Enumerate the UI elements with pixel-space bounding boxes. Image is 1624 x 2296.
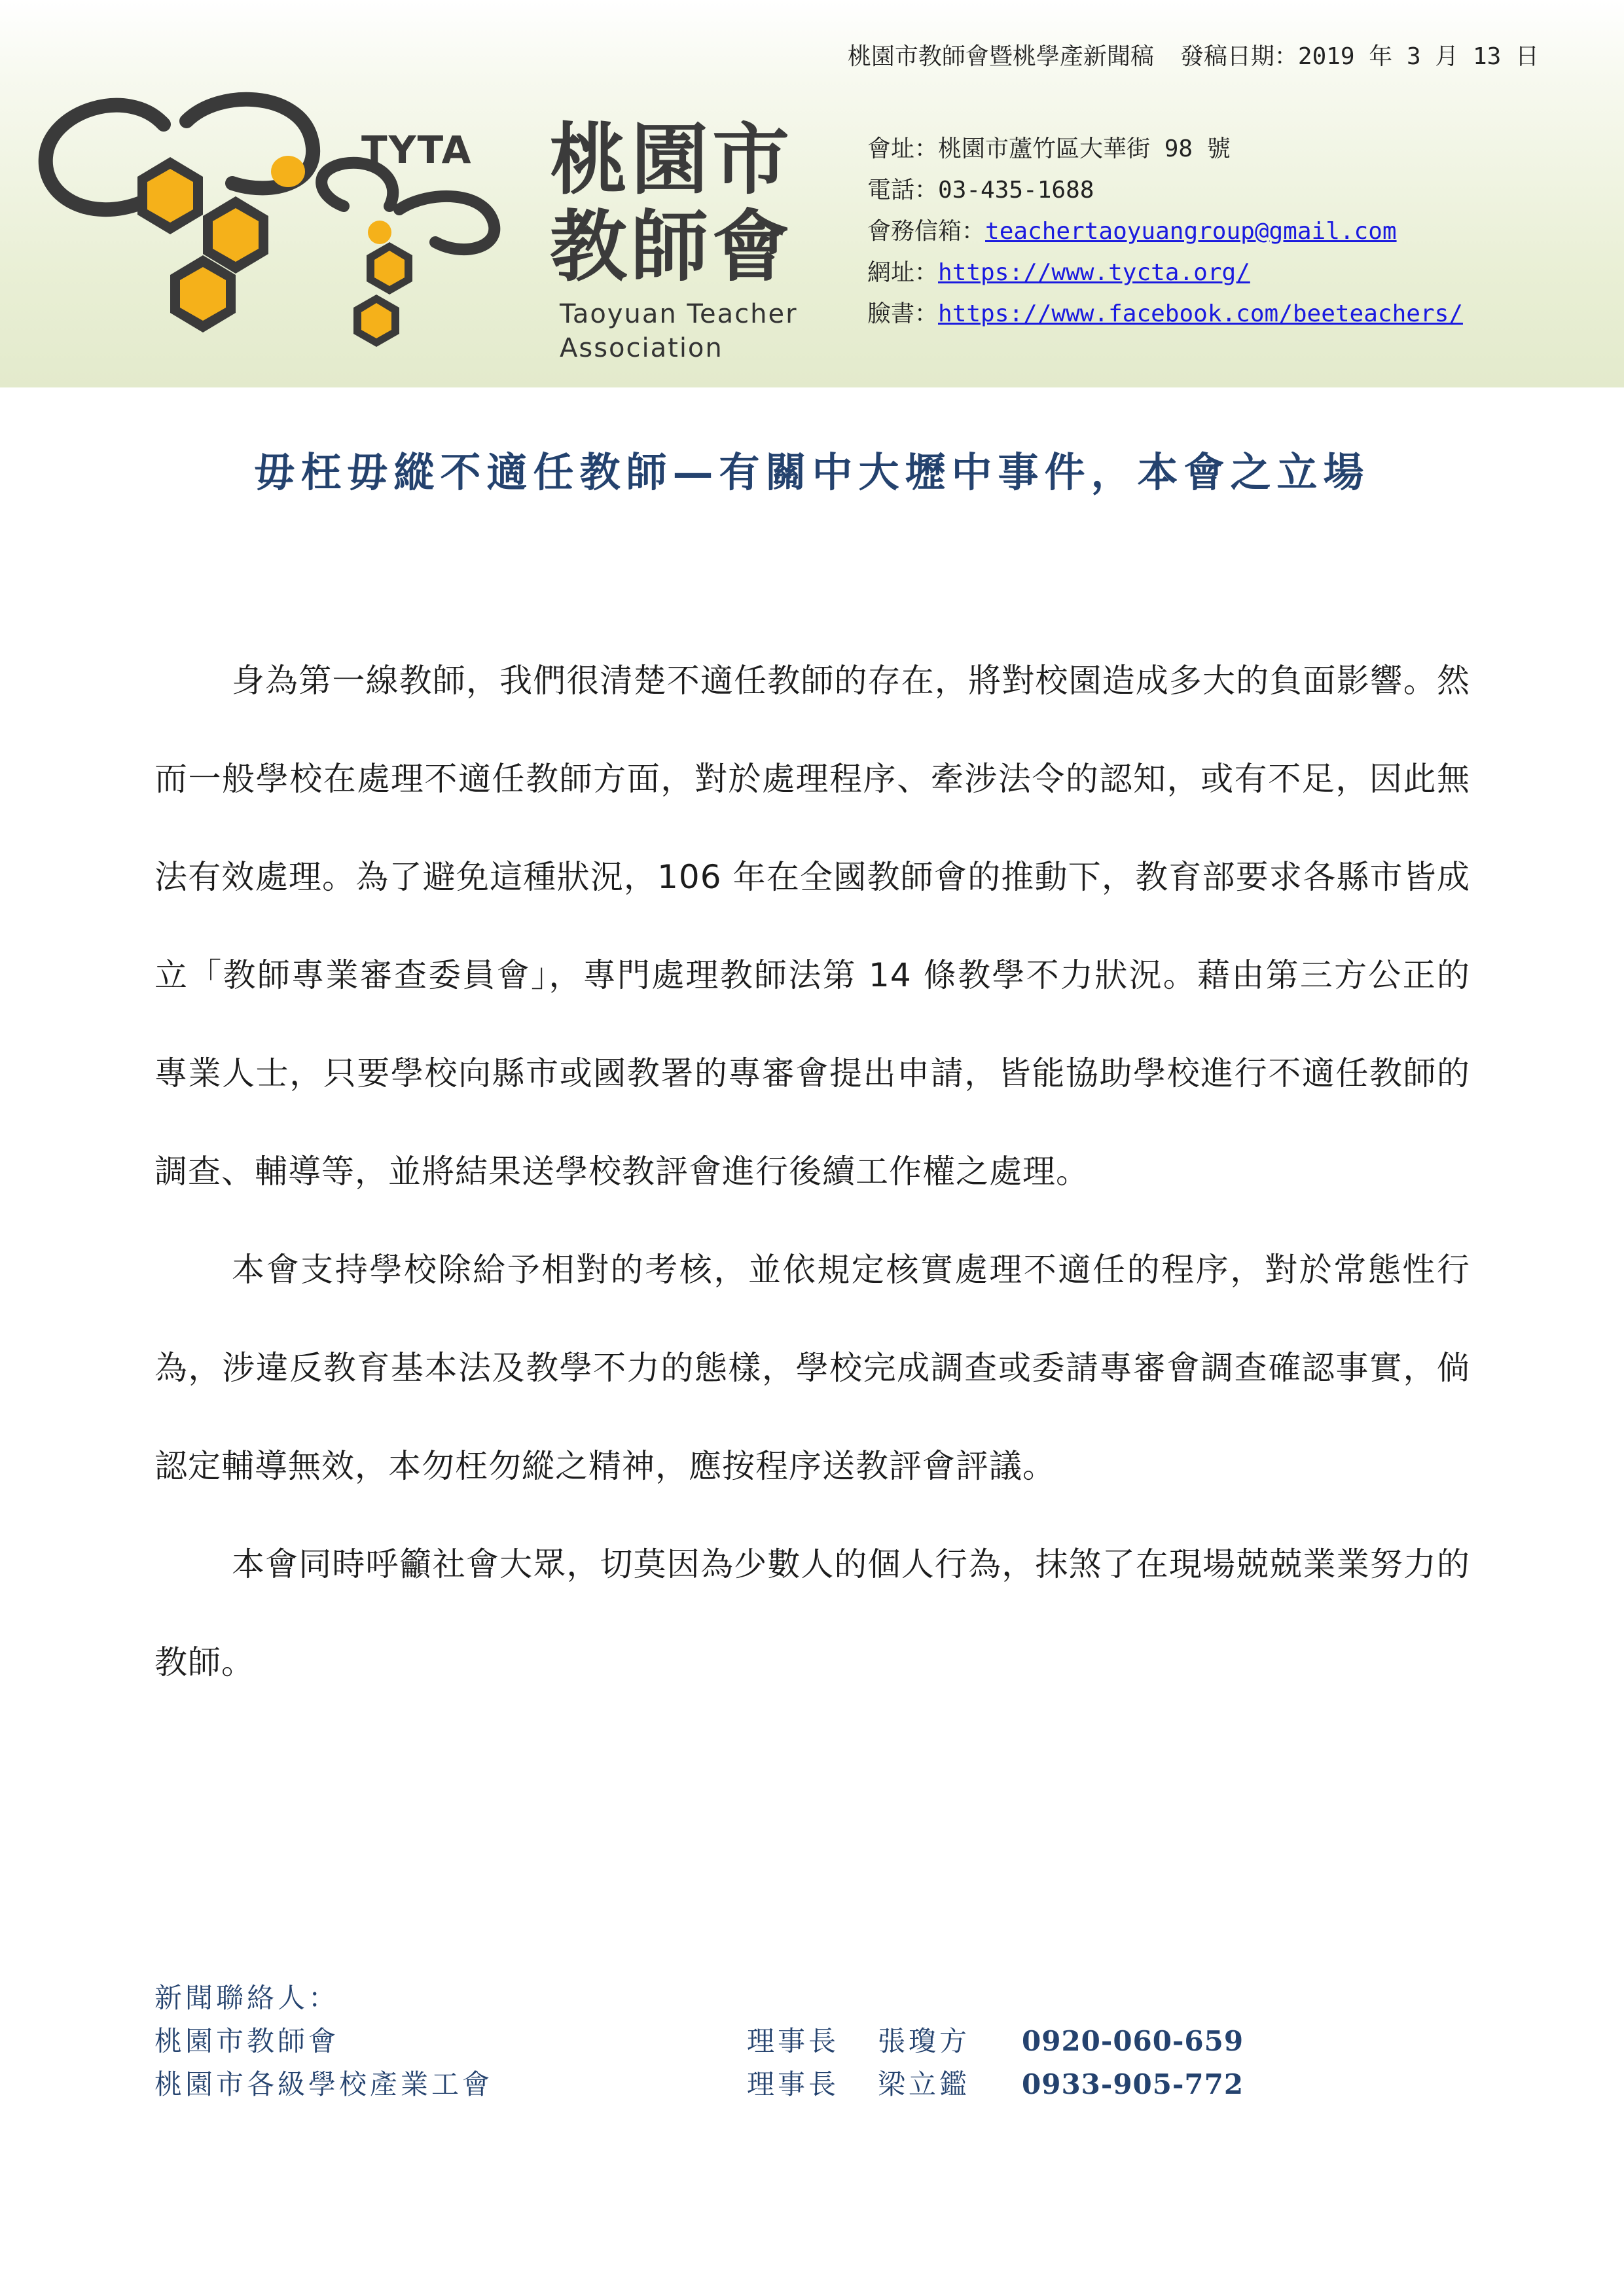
contact-name: 梁立鑑: [878, 2068, 971, 2100]
contact-role: 理事長: [747, 2025, 840, 2057]
press-contacts-label: [154, 1977, 1333, 2020]
contact-website: [867, 252, 1463, 293]
logo-name-en-line1: Taoyuan Teacher: [560, 299, 798, 329]
document-title: 毋枉毋縱不適任教師—有關中大壢中事件，本會之立場: [254, 448, 1370, 496]
paragraph-2: 本會支持學校除給予相對的考核，並依規定核實處理不適任的程序，對於常態性行為，涉違反教育基本法及教學不力的態樣，學校完成調查或委請專審會調查確認事實，倘認定輔導無效，本勿枉勿縱之精神，應按程序送教評會評議。: [154, 1251, 1470, 1485]
facebook-link[interactable]: https://www.facebook.com/beeteachers/: [938, 300, 1463, 327]
contact-phone-number: 0933-905-772: [1022, 2068, 1244, 2100]
logo-name-en-line2: Association: [560, 333, 723, 363]
website-link[interactable]: https://www.tycta.org/: [938, 259, 1250, 286]
contact-phone-number: 0920-060-659: [1022, 2025, 1244, 2057]
facebook-label: 臉書：: [867, 300, 939, 327]
contact-name: 張瓊方: [878, 2025, 971, 2057]
bee-logo-icon: [36, 85, 520, 360]
press-contacts: [154, 1977, 1333, 2106]
logo-name-zh-line2: 教師會: [550, 202, 794, 292]
press-release-date: 發稿日期：2019 年 3 月 13 日: [1180, 43, 1539, 70]
contact-facebook: [867, 293, 1463, 334]
press-release-line: [848, 38, 1539, 71]
contact-row: [154, 2020, 1333, 2063]
email-label: 會務信箱：: [867, 218, 986, 245]
press-release-source: 桃園市教師會暨桃學產新聞稿: [847, 43, 1154, 70]
phone-label: 電話：: [867, 177, 939, 204]
contact-address: [867, 128, 1463, 170]
address-label: 會址：: [867, 135, 939, 162]
contact-block: [867, 128, 1463, 334]
logo-name-zh-line1: 桃園市: [550, 115, 794, 205]
contact-email: [867, 211, 1463, 252]
contact-org: 桃園市各級學校產業工會: [154, 2068, 494, 2100]
email-link[interactable]: teachertaoyuangroup@gmail.com: [985, 218, 1397, 245]
contact-role: 理事長: [747, 2068, 840, 2100]
address-value: 桃園市蘆竹區大華街 98 號: [938, 135, 1231, 162]
contact-row: [154, 2063, 1333, 2106]
body-text: [154, 632, 1470, 1712]
contact-org: 桃園市教師會: [154, 2025, 340, 2057]
website-label: 網址：: [867, 259, 939, 286]
phone-value: 03-435-1688: [938, 177, 1094, 204]
paragraph-3: 本會同時呼籲社會大眾，切莫因為少數人的個人行為，抹煞了在現場兢兢業業努力的教師。: [154, 1545, 1470, 1681]
logo-abbreviation: TYTA: [361, 128, 473, 172]
paragraph-1: 身為第一線教師，我們很清楚不適任教師的存在，將對校園造成多大的負面影響。然而一般學校在處理不適任教師方面，對於處理程序、牽涉法令的認知，或有不足，因此無法有效處理。為了避免這種狀況，106 年在全國教師會的推動下，教育部要求各縣市皆成立「教師專業審查委員會」，專門處理教師法第 14 條教學不力狀況。藉由第三方公正的專業人士，只要學校向縣市或國教署的專審會提出申請，皆能協助學校進行不適任教師的調查、輔導等，並將結果送學校教評會進行後續工作權之處理。: [154, 662, 1470, 1191]
press-contacts-label-text: 新聞聯絡人：: [154, 1982, 340, 2014]
contact-phone: [867, 170, 1463, 211]
